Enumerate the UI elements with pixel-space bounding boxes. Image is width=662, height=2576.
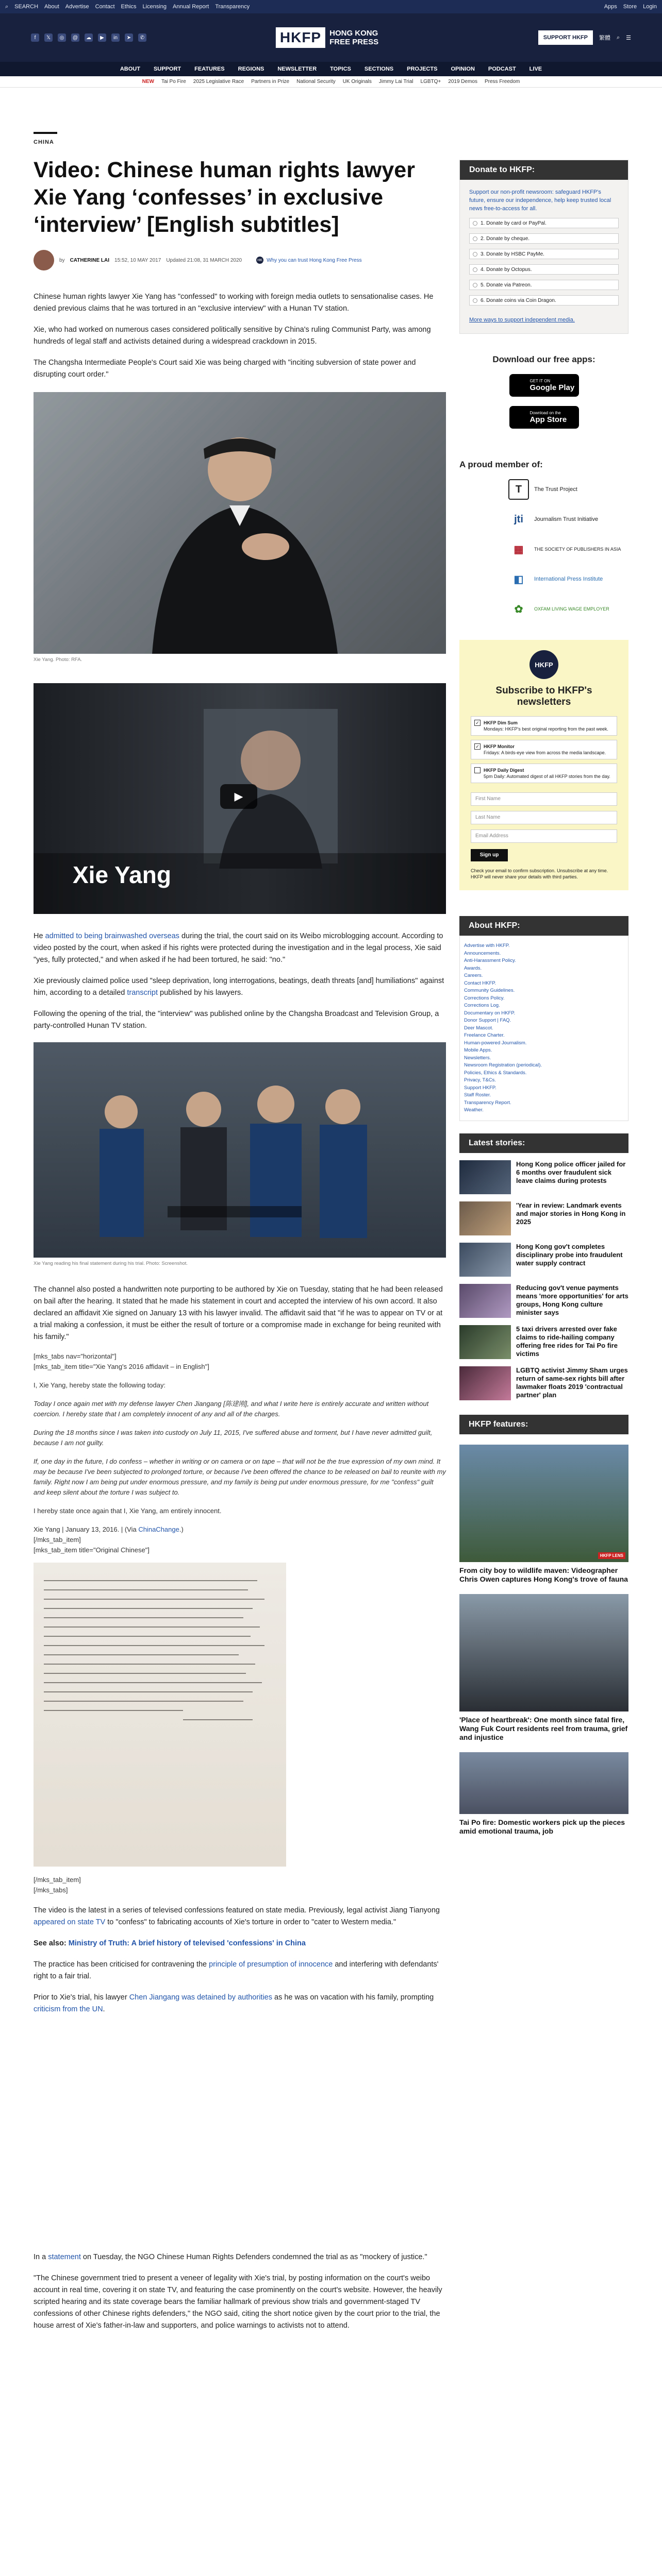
youtube-icon[interactable]: ▶ (98, 33, 106, 42)
story-title: Reducing gov't venue payments means 'more opportunities' for arts groups, Hong Kong culture minister says (516, 1283, 628, 1316)
google-play-label: Google Play (529, 383, 575, 392)
top-link[interactable]: Ethics (121, 4, 137, 10)
see-also-link[interactable]: Ministry of Truth: A brief history of televised 'confessions' in China (68, 1939, 306, 1947)
text-span: He (34, 932, 45, 940)
about-link[interactable]: Staff Roster. (464, 1092, 491, 1098)
ticker-item[interactable]: Partners in Prize (251, 79, 290, 84)
app-store-small: Download on the (529, 411, 561, 415)
app-store-label: App Store (529, 415, 567, 424)
newsletter-desc: Mondays: HKFP's best original reporting from the past week. (484, 726, 608, 732)
text-span: Xie Yang | January 13, 2016. | (Via (34, 1526, 139, 1533)
feature-image (459, 1752, 628, 1814)
site-header (0, 13, 662, 62)
feature-image (459, 1445, 628, 1562)
shortcode: [mks_tabs nav="horizontal"] (34, 1352, 117, 1360)
text-span: The practice has been criticised for contravening the (34, 1960, 209, 1969)
features-title: HKFP features: (459, 1415, 628, 1434)
category-rule (34, 132, 57, 134)
nav-item-support[interactable]: SUPPORT (153, 66, 181, 72)
telegram-icon[interactable]: ➤ (125, 33, 133, 42)
email-field[interactable]: Email Address (471, 829, 617, 843)
newsletter-option[interactable] (471, 764, 617, 783)
about-link[interactable]: Transparency Report. (464, 1099, 511, 1106)
newsletter-logo: HKFP (529, 650, 558, 679)
latest-title: Latest stories: (459, 1133, 628, 1153)
donate-title: Donate to HKFP: (460, 160, 628, 180)
whatsapp-icon[interactable]: ✆ (138, 33, 146, 42)
story-title: Hong Kong police officer jailed for 6 months over fraudulent sick leave claims during protests (516, 1160, 626, 1184)
language-link[interactable]: 繁體 (599, 35, 610, 41)
inline-link[interactable]: admitted to being brainwashed overseas (45, 932, 179, 940)
checkbox-checked-icon[interactable]: ✓ (474, 720, 481, 726)
paragraph (34, 930, 446, 966)
radio-icon (473, 221, 477, 226)
see-also-label: See also: (34, 1939, 69, 1947)
search-link[interactable]: SEARCH (14, 4, 39, 10)
text-span: Xie previously claimed police used "sleep deprivation, long interrogations, beatings, death threats [and] humiliations" against him, according to a detailed (34, 977, 444, 997)
threads-icon[interactable]: @ (71, 33, 79, 42)
facebook-icon[interactable]: f (31, 33, 39, 42)
trust-link-label: Why you can trust Hong Kong Free Press (267, 257, 362, 263)
inline-link[interactable]: transcript (127, 989, 158, 997)
about-link[interactable]: Anti-Harassment Policy. (464, 958, 516, 963)
story-title: Hong Kong gov't completes disciplinary probe into fraudulent water supply contract (516, 1242, 623, 1267)
search-icon[interactable]: ⌕ (616, 34, 620, 41)
ticker-item[interactable]: 2025 Legislative Race (193, 79, 244, 84)
site-logo[interactable] (276, 27, 386, 48)
text-span: . (103, 2005, 105, 2013)
publish-date: 15:52, 10 MAY 2017 (114, 257, 161, 263)
nav-item-live[interactable]: LIVE (529, 66, 542, 72)
text-span: to "confess" to fabricating accounts of Xie's torture in order to "cater to Western media." (105, 1918, 396, 1926)
top-link[interactable]: About (44, 4, 59, 10)
newsletter-option[interactable] (471, 740, 617, 759)
top-link[interactable]: Store (623, 4, 637, 10)
about-link[interactable]: Support HKFP. (464, 1084, 496, 1091)
feature-title: Tai Po fire: Domestic workers pick up the pieces amid emotional trauma, job (459, 1818, 625, 1835)
radio-icon (473, 283, 477, 287)
inline-link[interactable]: statement (48, 2253, 81, 2261)
author-avatar (34, 250, 54, 270)
donate-option-label: 5. Donate via Patreon. (481, 282, 532, 288)
first-name-field[interactable]: First Name (471, 792, 617, 806)
google-play-badge[interactable] (509, 374, 579, 397)
ticker-item[interactable]: National Security (296, 79, 336, 84)
about-link[interactable]: Freelance Charter. (464, 1032, 505, 1038)
about-link[interactable]: Corrections Policy. (464, 995, 505, 1001)
affidavit-line: I hereby state once again that I, Xie Yang, am entirely innocent. (34, 1507, 222, 1515)
sidebar (459, 88, 628, 2332)
affidavit-line: Today I once again met with my defense lawyer Chen Jiangang [陈建刚], and what I write here is entirely accurate and written without coercion. I hereby state that I am completely innocent of any and all of the charges. (34, 1400, 429, 1418)
newsletter-name: HKFP Dim Sum (484, 720, 518, 725)
top-link[interactable]: Apps (604, 4, 617, 10)
login-link[interactable]: Login (643, 4, 657, 10)
by-label: by (59, 257, 65, 263)
about-link[interactable]: Awards. (464, 965, 482, 971)
checkbox-icon[interactable] (474, 767, 481, 773)
inline-link[interactable]: ChinaChange (138, 1526, 179, 1533)
about-link[interactable]: Documentary on HKFP. (464, 1010, 516, 1016)
top-link[interactable]: Licensing (142, 4, 167, 10)
member-logo[interactable] (508, 599, 628, 619)
newsletter-desc: 5pm Daily: Automated digest of all HKFP stories from the day. (484, 774, 610, 779)
latest-story[interactable] (459, 1201, 628, 1235)
instagram-icon[interactable]: ◎ (58, 33, 66, 42)
latest-story[interactable] (459, 1284, 628, 1318)
search-icon[interactable]: ⌕ (5, 3, 9, 10)
about-link[interactable]: Careers. (464, 973, 483, 978)
more-ways-link[interactable]: More ways to support independent media. (469, 317, 575, 323)
shortcode: [mks_tab_item title="Original Chinese"] (34, 1546, 150, 1554)
donate-option-label: 6. Donate coins via Coin Dragon. (481, 297, 556, 303)
member-name: Journalism Trust Initiative (534, 516, 599, 522)
latest-story[interactable] (459, 1160, 628, 1194)
logo-mark: HKFP (276, 27, 325, 48)
story-thumbnail (459, 1201, 511, 1235)
story-thumbnail (459, 1243, 511, 1277)
inline-link[interactable]: principle of presumption of innocence (209, 1960, 333, 1969)
about-link[interactable]: Newsletters. (464, 1055, 491, 1061)
member-logo[interactable] (508, 539, 628, 560)
donate-option-label: 4. Donate by Octopus. (481, 266, 532, 273)
shortcode: [/mks_tab_item] (34, 1876, 81, 1884)
donate-option[interactable] (469, 218, 619, 228)
about-link[interactable]: Policies, Ethics & Standards. (464, 1070, 527, 1076)
sopa-icon: ▦ (514, 544, 524, 555)
portrait-illustration (34, 392, 446, 654)
nav-item-topics[interactable]: TOPICS (330, 66, 351, 72)
member-title: A proud member of: (459, 460, 543, 469)
newsletter-name: HKFP Monitor (484, 744, 515, 749)
article-title: Video: Chinese human rights lawyer Xie Yang ‘confesses’ in exclusive ‘interview’ [English subtitles] (34, 158, 415, 237)
paragraph: Following the opening of the trial, the "interview" was published online by the Changsha Broadcast and Television Group, a party-controlled Hunan TV station. (34, 1010, 439, 1030)
story-thumbnail (459, 1160, 511, 1194)
story-title: LGBTQ activist Jimmy Sham urges return of same-sex rights bill after lawmaker floats 2019 'contractual partner' plan (516, 1366, 628, 1399)
author-name[interactable]: CATHERINE LAI (70, 257, 110, 263)
main-nav (0, 62, 662, 76)
ticker-item[interactable]: 2019 Demos (448, 79, 477, 84)
feature-card[interactable] (459, 1594, 628, 1742)
play-button[interactable] (220, 784, 257, 809)
donate-option-label: 1. Donate by card or PayPal. (481, 220, 547, 226)
photo-caption: Xie Yang reading his final statement during his trial. Photo: Screenshot. (34, 1261, 188, 1266)
about-link[interactable]: Human-powered Journalism. (464, 1040, 527, 1046)
story-thumbnail (459, 1325, 511, 1359)
affidavit-line: If, one day in the future, I do confess – whether in writing or on camera or on tape – that will not be the true expression of my own mind. It may be because I've been subjected to prolonged torture, or because I've been offered the chance to be released on bail to reunite with my family. Right now I am being put under enormous pressure, and my family is being put under enormous pressure, for me "confess" guilt and keep silent about the torture I was subject to. (34, 1458, 446, 1496)
nav-item-about[interactable]: ABOUT (120, 66, 140, 72)
courtroom-illustration (34, 1042, 446, 1258)
text-span: .) (179, 1526, 184, 1533)
shortcode: [/mks_tab_item] (34, 1536, 81, 1544)
story-thumbnail (459, 1366, 511, 1400)
donate-option[interactable] (469, 280, 619, 290)
about-link[interactable]: Contact HKFP. (464, 980, 496, 986)
ticker-item[interactable]: UK Originals (342, 79, 372, 84)
about-link[interactable]: Privacy, T&Cs. (464, 1077, 496, 1083)
paragraph (34, 1992, 446, 2015)
text-span: In a (34, 2253, 48, 2261)
about-link[interactable]: Community Guidelines. (464, 988, 515, 993)
text-span: The video is the latest in a series of televised confessions featured on state media. Previously, legal activist Jiang Tianyong (34, 1906, 440, 1914)
ipi-icon: ◧ (514, 573, 524, 585)
feature-title: 'Place of heartbreak': One month since fatal fire, Wang Fuk Court residents reel from trauma, grief and injustice (459, 1715, 628, 1741)
ticker-item[interactable]: LGBTQ+ (420, 79, 441, 84)
latest-story[interactable] (459, 1325, 628, 1359)
logo-text: HONG KONG FREE PRESS (329, 29, 379, 46)
donate-option[interactable] (469, 233, 619, 244)
story-title: 5 taxi drivers arrested over fake claims to ride-hailing company offering free rides for Tai Po fire victims (516, 1325, 618, 1358)
story-thumbnail (459, 1284, 511, 1318)
newsletter-option[interactable] (471, 716, 617, 736)
ticker-item[interactable]: Press Freedom (484, 79, 520, 84)
radio-icon (473, 298, 477, 303)
text-span: during the trial, the court said on its Weibo microblogging account. According to video posted by the court, when asked if his rights were protected during the investigation and in the legal process, Xie said "yes, fully protected," and when asked if he had been tortured, he said: "no." (34, 932, 443, 964)
story-title: 'Year in review: Landmark events and major stories in Hong Kong in 2025 (516, 1201, 626, 1226)
member-name: THE SOCIETY OF PUBLISHERS IN ASIA (534, 547, 621, 552)
apps-title: Download our free apps: (492, 354, 595, 364)
paragraph (34, 975, 446, 999)
text-span: and interfering with defendants' right to a fair trial. (34, 1960, 439, 1980)
about-title: About HKFP: (459, 916, 628, 936)
top-link[interactable]: Annual Report (173, 4, 209, 10)
paragraph: The Changsha Intermediate People's Court said Xie was being charged with "inciting subversion of state power and disrupting court order." (34, 359, 416, 379)
hkfp-logo-icon: HK (256, 257, 263, 264)
feature-card[interactable] (459, 1445, 628, 1584)
updated-date: Updated 21:08, 31 MARCH 2020 (166, 257, 242, 263)
linkedin-icon[interactable]: in (111, 33, 120, 42)
nav-item-projects[interactable]: PROJECTS (407, 66, 438, 72)
inline-link[interactable]: criticism from the UN (34, 2005, 103, 2013)
ticker-item[interactable]: Tai Po Fire (161, 79, 186, 84)
article-category[interactable]: CHINA (34, 139, 54, 145)
about-link[interactable]: Weather. (464, 1107, 484, 1113)
play-icon: ▶ (234, 790, 243, 803)
donate-widget (459, 160, 628, 334)
see-also (34, 1938, 446, 1950)
nav-item-regions[interactable]: REGIONS (238, 66, 264, 72)
video-title: Xie Yang (73, 861, 171, 888)
member-logo[interactable] (508, 479, 628, 500)
radio-icon (473, 252, 477, 257)
text-span: on Tuesday, the NGO Chinese Human Rights Defenders condemned the trial as as "mockery of justice." (80, 2253, 427, 2261)
nav-item-podcast[interactable]: PODCAST (488, 66, 516, 72)
text-span: Prior to Xie's trial, his lawyer (34, 1993, 129, 2002)
member-name: OXFAM LIVING WAGE EMPLOYER (534, 606, 609, 612)
paragraph (34, 2251, 446, 2263)
text-span: as he was on vacation with his family, prompting (272, 1993, 434, 2002)
radio-icon (473, 267, 477, 272)
about-link[interactable]: Announcements. (464, 950, 501, 956)
donate-option[interactable] (469, 295, 619, 306)
inline-link[interactable]: appeared on state TV (34, 1918, 106, 1926)
paragraph: "The Chinese government tried to present a veneer of legality with Xie's trial, by posting information on the court's weibo account in real time, covering it on state TV, and featuring the case prominently on the court's website. However, the heavily scripted hearing and its state coverage bears the familiar hallmark of previous show trials and government-staged TV confessions of other Chinese rights defenders," the NGO said, citing the short notice given by the court prior to the trial, the house arrest of Xie's father-in-law and supporters, and police warnings to activists not to attend. (34, 2274, 442, 2330)
last-name-field[interactable]: Last Name (471, 811, 617, 824)
radio-icon (473, 236, 477, 241)
signup-note: Check your email to confirm subscription. Unsubscribe at any time. HKFP will never share your details with third parties. (471, 868, 608, 879)
about-link[interactable]: Advertise with HKFP. (464, 943, 510, 948)
member-logo[interactable] (508, 569, 628, 589)
about-link[interactable]: Corrections Log. (464, 1003, 500, 1008)
affidavit-line: I, Xie Yang, hereby state the following today: (34, 1381, 166, 1389)
nav-item-sections[interactable]: SECTIONS (364, 66, 394, 72)
ticker-label: NEW (142, 79, 154, 84)
trial-screenshot (34, 1042, 446, 1258)
newsletter-title: Subscribe to HKFP's newsletters (495, 685, 592, 707)
embedded-media-placeholder (34, 2015, 446, 2242)
xie-yang-photo (34, 392, 446, 654)
handwritten-note-image (34, 1563, 286, 1867)
trust-link[interactable] (256, 257, 362, 264)
about-link[interactable]: Newsroom Registration (periodical). (464, 1062, 542, 1068)
about-list (459, 936, 628, 1121)
bluesky-icon[interactable]: ☁ (85, 33, 93, 42)
checkbox-checked-icon[interactable]: ✓ (474, 743, 481, 750)
trending-ticker (0, 76, 662, 88)
affidavit-line: During the 18 months since I was taken into custody on July 11, 2015, I've suffered abuse and torment, but I have never admitted guilt, because I am not guilty. (34, 1429, 433, 1447)
feature-image (459, 1594, 628, 1711)
video-player[interactable] (34, 683, 446, 914)
x-icon[interactable]: 𝕏 (44, 33, 53, 42)
member-name: International Press Institute (534, 576, 603, 582)
donate-option-label: 3. Donate by HSBC PayMe. (481, 251, 544, 257)
photo-caption: Xie Yang. Photo: RFA. (34, 657, 82, 663)
newsletter-name: HKFP Daily Digest (484, 768, 524, 773)
latest-story[interactable] (459, 1366, 628, 1400)
signup-button[interactable]: Sign up (471, 849, 508, 861)
about-link[interactable]: Deer Mascot. (464, 1025, 493, 1031)
nav-item-opinion[interactable]: OPINION (451, 66, 475, 72)
menu-icon[interactable]: ☰ (626, 35, 631, 41)
trust-project-icon: T (508, 479, 529, 500)
shortcode: [mks_tab_item title="Xie Yang's 2016 affidavit – in English"] (34, 1363, 209, 1370)
oxfam-icon: ✿ (514, 603, 523, 615)
shortcode: [/mks_tabs] (34, 1886, 68, 1894)
member-name: The Trust Project (534, 486, 577, 493)
newsletter-widget (459, 640, 628, 890)
jti-icon: jti (514, 513, 523, 525)
byline (34, 250, 446, 270)
feature-card[interactable] (459, 1752, 628, 1836)
paragraph (34, 1959, 446, 1982)
donate-description[interactable]: Support our non-profit newsroom: safeguard HKFP's future, ensure our independence, help keep trusted local news free-to-access for all. (469, 189, 611, 212)
top-link[interactable]: Contact (95, 4, 115, 10)
donate-option[interactable] (469, 249, 619, 259)
donate-option-label: 2. Donate by cheque. (481, 235, 530, 242)
paragraph: The channel also posted a handwritten note purporting to be authored by Xie on Tuesday, stating that he had been released on bail after the hearing. It stated that he made his statement in court and accepted the interview of his own accord. It also declared an affidavit Xie signed on January 13 with his lawyer invalid. The affidavit said that "if he was to appear on TV or at a trial making a confession, it must be either the result of torture or a compromise made in exchange for being reunited with his family." (34, 1285, 443, 1341)
feature-title: From city boy to wildlife maven: Videographer Chris Owen captures Hong Kong's trove of fauna (459, 1566, 628, 1583)
about-link[interactable]: Donor Support | FAQ. (464, 1018, 511, 1023)
text-span: published by his lawyers. (158, 989, 243, 997)
member-logo[interactable] (508, 509, 628, 530)
top-link[interactable]: Transparency (215, 4, 250, 10)
nav-item-newsletter[interactable]: NEWSLETTER (277, 66, 317, 72)
paragraph: Xie, who had worked on numerous cases considered politically sensitive by China's ruling Communist Party, was among hundreds of legal staff and activists detained during a widespread crackdown in 2015. (34, 326, 431, 346)
top-utility-bar (0, 0, 662, 13)
support-hkfp-button[interactable]: SUPPORT HKFP (538, 30, 593, 45)
ticker-item[interactable]: Jimmy Lai Trial (378, 79, 413, 84)
paragraph: Chinese human rights lawyer Xie Yang has "confessed" to working with foreign media outlets to sensationalise cases. He denied previous claims that he was tortured in an "exclusive interview" with a Hunan TV station. (34, 293, 434, 313)
donate-option[interactable] (469, 264, 619, 275)
affidavit-source (34, 1524, 446, 1535)
feature-tag: HKFP LENS (598, 1552, 625, 1559)
paragraph (34, 1905, 446, 1928)
nav-item-features[interactable]: FEATURES (194, 66, 225, 72)
latest-story[interactable] (459, 1243, 628, 1277)
newsletter-desc: Fridays: A birds-eye view from across the media landscape. (484, 750, 606, 755)
article (34, 88, 446, 2332)
inline-link[interactable]: Chen Jiangang was detained by authorities (129, 1993, 272, 2002)
app-store-badge[interactable] (509, 406, 579, 429)
about-link[interactable]: Mobile Apps. (464, 1047, 492, 1053)
top-link[interactable]: Advertise (65, 4, 89, 10)
google-play-small: GET IT ON (529, 379, 551, 383)
